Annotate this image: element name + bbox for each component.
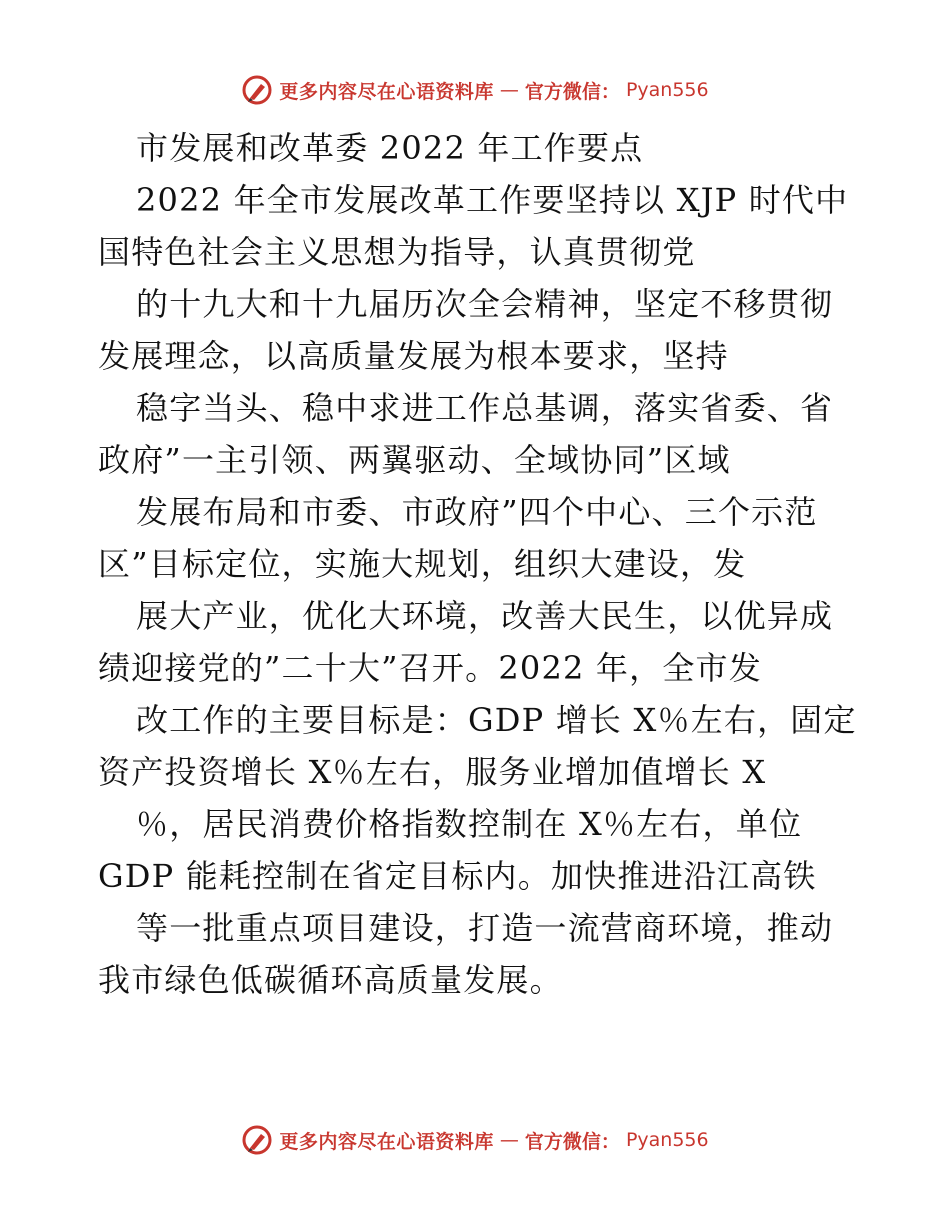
document-line: ％，居民消费价格指数控制在 X％左右，单位 xyxy=(136,805,803,843)
document-line: 区”目标定位，实施大规划，组织大建设，发 xyxy=(98,545,747,583)
document-line: GDP 能耗控制在省定目标内。加快推进沿江高铁 xyxy=(98,857,817,895)
watermark-official-label: 官方微信： xyxy=(524,1130,620,1153)
watermark-separator: — xyxy=(499,79,519,101)
watermark-brand-text: 更多内容尽在心语资料库 xyxy=(279,80,494,103)
watermark-official-label: 官方微信： xyxy=(524,80,620,103)
document-line: 资产投资增长 X％左右，服务业增加值增长 X xyxy=(98,753,767,791)
header-watermark xyxy=(0,70,950,110)
document-line: 我市绿色低碳循环高质量发展。 xyxy=(98,961,563,999)
document-line: 的十九大和十九届历次全会精神，坚定不移贯彻 xyxy=(136,285,834,323)
document-line: 展大产业，优化大环境，改善大民生，以优异成 xyxy=(136,597,834,635)
watermark-wechat-id: Pyan556 xyxy=(625,79,709,101)
document-title-line: 市发展和改革委 2022 年工作要点 xyxy=(136,129,644,167)
document-line: 发展布局和市委、市政府”四个中心、三个示范 xyxy=(136,493,818,531)
pen-logo-icon xyxy=(241,1124,273,1156)
pen-logo-icon xyxy=(241,74,273,106)
document-line: 发展理念，以高质量发展为根本要求，坚持 xyxy=(98,337,729,375)
watermark-brand-text: 更多内容尽在心语资料库 xyxy=(279,1130,494,1153)
footer-watermark xyxy=(0,1120,950,1160)
document-line: 2022 年全市发展改革工作要坚持以 XJP 时代中 xyxy=(136,181,849,219)
document-line: 等一批重点项目建设，打造一流营商环境，推动 xyxy=(136,909,834,947)
watermark-separator: — xyxy=(499,1129,519,1151)
document-line: 绩迎接党的”二十大”召开。2022 年，全市发 xyxy=(98,649,762,687)
document-line: 政府”一主引领、两翼驱动、全域协同”区域 xyxy=(98,441,731,479)
watermark-wechat-id: Pyan556 xyxy=(625,1129,709,1151)
document-line: 稳字当头、稳中求进工作总基调，落实省委、省 xyxy=(136,389,834,427)
document-body xyxy=(98,122,858,1006)
document-line: 改工作的主要目标是：GDP 增长 X％左右，固定 xyxy=(136,701,857,739)
document-line: 国特色社会主义思想为指导，认真贯彻党 xyxy=(98,233,696,271)
